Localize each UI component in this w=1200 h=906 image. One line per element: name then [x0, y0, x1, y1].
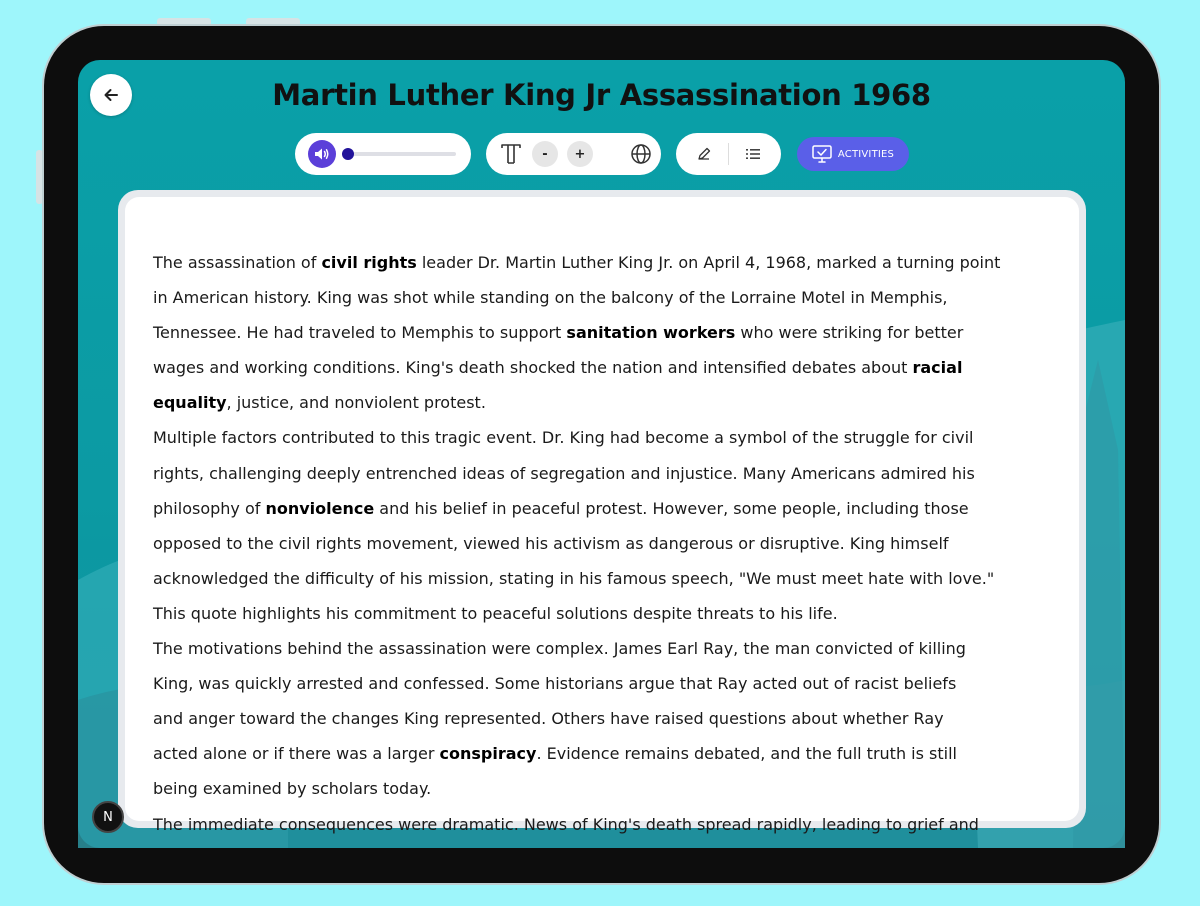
- n-badge[interactable]: N: [92, 801, 124, 833]
- article-text: [153, 245, 1063, 842]
- toolbar-divider: [728, 143, 729, 165]
- article-line: [153, 701, 1063, 736]
- article-line: [153, 771, 1063, 806]
- page-title: Martin Luther King Jr Assassination 1968: [272, 78, 931, 112]
- text-settings: [486, 133, 661, 175]
- key-term[interactable]: equality: [153, 393, 227, 413]
- audio-play-button[interactable]: [308, 140, 336, 168]
- app-screen: [78, 60, 1125, 848]
- language-button[interactable]: [629, 142, 653, 166]
- highlight-button[interactable]: [684, 139, 724, 169]
- text-font-icon: [500, 143, 522, 165]
- text-segment: This quote highlights his commitment to peaceful solutions despite threats to his life.: [153, 603, 838, 623]
- text-segment: opposed to the civil rights movement, viewed his activism as dangerous or disruptive. King himself: [153, 533, 949, 553]
- text-segment: philosophy of: [153, 498, 266, 518]
- audio-progress-knob[interactable]: [342, 148, 354, 160]
- activities-label: ACTIVITIES: [837, 148, 895, 160]
- article-line: [153, 807, 1063, 842]
- audio-player: [295, 133, 471, 175]
- outline-list-button[interactable]: [733, 139, 773, 169]
- increase-text-size-button[interactable]: +: [567, 141, 593, 167]
- text-segment: in American history. King was shot while standing on the balcony of the Lorraine Motel in Memphis,: [153, 288, 948, 308]
- text-segment: rights, challenging deeply entrenched ideas of segregation and injustice. Many Americans admired his: [153, 463, 975, 483]
- text-segment: The assassination of: [153, 253, 322, 272]
- article-line: [153, 280, 1063, 315]
- reader-content[interactable]: [125, 197, 1079, 834]
- list-icon: [746, 148, 760, 160]
- decrease-text-size-button[interactable]: -: [532, 141, 558, 167]
- activities-button[interactable]: [797, 137, 909, 171]
- monitor-check-icon: [812, 145, 832, 163]
- text-segment: wages and working conditions. King's death shocked the nation and intensified debates about: [153, 358, 913, 378]
- article-line: [153, 385, 1063, 420]
- article-line: [153, 491, 1063, 526]
- key-term[interactable]: sanitation workers: [566, 323, 736, 343]
- tablet-hardware-button: [157, 18, 211, 26]
- key-term[interactable]: racial: [912, 358, 963, 378]
- article-line: [153, 526, 1063, 561]
- text-segment: and anger toward the changes King represented. Others have raised questions about whether Ray: [153, 709, 944, 729]
- article-line: [153, 245, 1063, 280]
- pencil-icon: [696, 146, 712, 162]
- text-segment: , justice, and nonviolent protest.: [226, 393, 486, 413]
- text-segment: acted alone or if there was a larger: [153, 744, 440, 764]
- audio-progress-slider[interactable]: [344, 152, 456, 156]
- text-segment: leader Dr. Martin Luther King Jr. on April 4, 1968, marked a turning point: [416, 253, 1001, 272]
- reader-toolbar: [78, 133, 1125, 177]
- tablet-hardware-button: [246, 18, 300, 26]
- tablet-side-button: [36, 150, 43, 204]
- text-segment: Multiple factors contributed to this tragic event. Dr. King had become a symbol of the struggle for civil: [153, 428, 974, 448]
- article-line: [153, 736, 1063, 771]
- article-line: [153, 420, 1063, 455]
- text-segment: being examined by scholars today.: [153, 779, 432, 799]
- article-line: [153, 561, 1063, 596]
- text-segment: Tennessee. He had traveled to Memphis to support: [153, 323, 567, 343]
- key-term[interactable]: nonviolence: [265, 498, 375, 518]
- article-line: [153, 596, 1063, 631]
- font-style-button[interactable]: [498, 141, 524, 167]
- article-line: [153, 456, 1063, 491]
- text-segment: The motivations behind the assassination were complex. James Earl Ray, the man convicted of killing: [153, 639, 966, 659]
- text-segment: King, was quickly arrested and confessed. Some historians argue that Ray acted out of racist beliefs: [153, 674, 957, 694]
- text-segment: acknowledged the difficulty of his mission, stating in his famous speech, "We must meet hate with love.": [153, 568, 995, 588]
- globe-icon: [630, 143, 652, 165]
- speaker-icon: [314, 147, 330, 161]
- key-term[interactable]: civil rights: [321, 253, 417, 272]
- text-segment: and his belief in peaceful protest. However, some people, including those: [374, 498, 969, 518]
- text-segment: who were striking for better: [735, 323, 964, 343]
- article-line: [153, 666, 1063, 701]
- text-segment: The immediate consequences were dramatic. News of King's death spread rapidly, leading to grief and: [153, 814, 979, 834]
- annotation-tools: [676, 133, 781, 175]
- text-segment: . Evidence remains debated, and the full truth is still: [536, 744, 957, 764]
- article-line: [153, 631, 1063, 666]
- reader-panel: [118, 190, 1086, 834]
- key-term[interactable]: conspiracy: [439, 744, 537, 764]
- article-line: [153, 315, 1063, 350]
- article-line: [153, 350, 1063, 385]
